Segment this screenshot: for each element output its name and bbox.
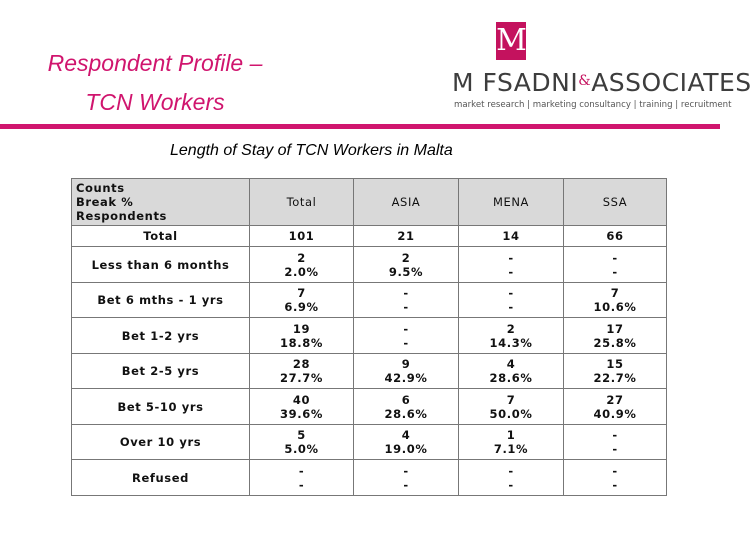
column-header-total: Total <box>250 179 354 226</box>
column-header-ssa: SSA <box>564 179 667 226</box>
cell-count: 5 <box>297 428 306 443</box>
row-label: Bet 5-10 yrs <box>72 389 250 425</box>
cell-count: - <box>612 250 618 265</box>
cell-count: 4 <box>506 357 516 372</box>
cell-count: 1 <box>506 428 516 443</box>
table-cell <box>250 389 354 425</box>
row-label: Refused <box>72 460 250 496</box>
cell-count: 19 <box>292 321 311 336</box>
table-cell <box>250 460 354 496</box>
table-cell <box>250 282 354 318</box>
table-cell <box>250 353 354 389</box>
cell-percent: 19.0% <box>384 442 428 457</box>
table-cell <box>459 353 564 389</box>
table-total-row <box>72 226 667 247</box>
row-label: Less than 6 months <box>72 247 250 283</box>
logo-company-name <box>452 66 752 98</box>
total-cell: 14 <box>459 226 564 247</box>
total-cell: 21 <box>354 226 459 247</box>
table-cell <box>459 424 564 460</box>
cell-percent: 27.7% <box>280 371 323 386</box>
cell-count: 7 <box>297 286 306 301</box>
corner-line: Counts <box>76 181 125 195</box>
table-corner-cell <box>72 179 250 226</box>
cell-percent: - <box>612 477 618 492</box>
cell-percent: 9.5% <box>388 264 424 279</box>
cell-count: 9 <box>401 357 411 372</box>
table-cell <box>354 353 459 389</box>
cell-count: 4 <box>401 428 411 443</box>
cell-count: 28 <box>292 357 311 372</box>
total-cell: 66 <box>564 226 667 247</box>
cell-percent: - <box>612 442 618 457</box>
cell-percent: - <box>508 477 514 492</box>
table-row <box>72 282 667 318</box>
table-cell <box>354 247 459 283</box>
table-cell <box>250 247 354 283</box>
cell-percent: - <box>403 335 409 350</box>
slide-title-line2: TCN Workers <box>85 89 225 115</box>
cell-percent: 40.9% <box>593 406 637 421</box>
table-cell <box>564 247 667 283</box>
corner-line: Break % <box>76 195 134 209</box>
cell-percent: 28.6% <box>384 406 428 421</box>
cell-percent: 6.9% <box>284 300 319 315</box>
table-cell <box>564 318 667 354</box>
table-cell <box>564 389 667 425</box>
cell-percent: 22.7% <box>593 371 637 386</box>
cell-percent: - <box>403 300 409 315</box>
row-label: Bet 1-2 yrs <box>72 318 250 354</box>
cell-count: 2 <box>401 250 411 265</box>
cell-percent: 25.8% <box>593 335 637 350</box>
cell-percent: 42.9% <box>384 371 428 386</box>
cell-count: 27 <box>606 392 624 407</box>
cell-percent: 7.1% <box>493 442 529 457</box>
row-label: Over 10 yrs <box>72 424 250 460</box>
table-row <box>72 318 667 354</box>
table-row <box>72 460 667 496</box>
logo-ampersand: & <box>578 73 592 89</box>
table-cell <box>354 460 459 496</box>
table-cell <box>564 424 667 460</box>
cell-count: - <box>403 321 409 336</box>
table-header-row <box>72 179 667 226</box>
cell-count: - <box>508 463 514 478</box>
cell-count: - <box>612 463 618 478</box>
row-label: Bet 6 mths - 1 yrs <box>72 282 250 318</box>
cell-count: 17 <box>606 321 624 336</box>
column-header-mena: MENA <box>459 179 564 226</box>
table-cell <box>564 353 667 389</box>
cell-count: 40 <box>292 392 311 407</box>
table-cell <box>250 424 354 460</box>
cell-percent: 10.6% <box>593 300 637 315</box>
cell-percent: 18.8% <box>280 335 323 350</box>
cell-percent: 14.3% <box>489 335 533 350</box>
cell-count: 6 <box>401 392 411 407</box>
cell-percent: - <box>298 477 305 492</box>
table-row <box>72 247 667 283</box>
cell-percent: 39.6% <box>280 406 323 421</box>
header-divider <box>0 124 720 129</box>
cell-count: - <box>298 463 305 478</box>
corner-line: Respondents <box>76 209 167 223</box>
table-cell <box>459 318 564 354</box>
logo-monogram: M <box>496 23 526 58</box>
cell-percent: 2.0% <box>284 264 319 279</box>
cell-count: 2 <box>506 321 516 336</box>
table-cell <box>354 282 459 318</box>
total-cell: 101 <box>250 226 354 247</box>
row-label: Bet 2-5 yrs <box>72 353 250 389</box>
table-row <box>72 389 667 425</box>
table-cell <box>354 318 459 354</box>
length-of-stay-table <box>71 178 667 496</box>
cell-count: 2 <box>297 250 306 265</box>
cell-percent: - <box>403 477 409 492</box>
table-cell <box>459 389 564 425</box>
cell-count: 15 <box>606 357 624 372</box>
table-cell <box>250 318 354 354</box>
cell-percent: - <box>508 264 514 279</box>
cell-percent: 5.0% <box>284 442 319 457</box>
cell-count: - <box>403 463 409 478</box>
cell-count: - <box>508 250 514 265</box>
column-header-asia: ASIA <box>354 179 459 226</box>
cell-percent: - <box>612 264 618 279</box>
table-cell <box>459 247 564 283</box>
table-cell <box>459 460 564 496</box>
table-cell <box>564 460 667 496</box>
cell-count: - <box>403 286 409 301</box>
cell-percent: 50.0% <box>489 406 533 421</box>
logo-tagline: market research | marketing consultancy | training | recruitment <box>454 100 732 110</box>
table-cell <box>354 424 459 460</box>
company-logo <box>452 22 752 118</box>
table-cell <box>354 389 459 425</box>
table-caption: Length of Stay of TCN Workers in Malta <box>170 142 453 159</box>
slide-title <box>0 44 310 122</box>
table-row <box>72 424 667 460</box>
slide-title-line1: Respondent Profile – <box>47 50 263 76</box>
cell-percent: - <box>508 300 514 315</box>
row-label: Total <box>72 226 250 247</box>
cell-count: 7 <box>610 286 620 301</box>
table-row <box>72 353 667 389</box>
table-cell <box>459 282 564 318</box>
cell-count: 7 <box>506 392 516 407</box>
table-cell <box>564 282 667 318</box>
cell-count: - <box>508 286 514 301</box>
logo-name-part2: ASSOCIATES <box>591 68 752 97</box>
cell-percent: 28.6% <box>489 371 533 386</box>
cell-count: - <box>612 428 618 443</box>
logo-name-part1: M FSADNI <box>452 68 579 97</box>
